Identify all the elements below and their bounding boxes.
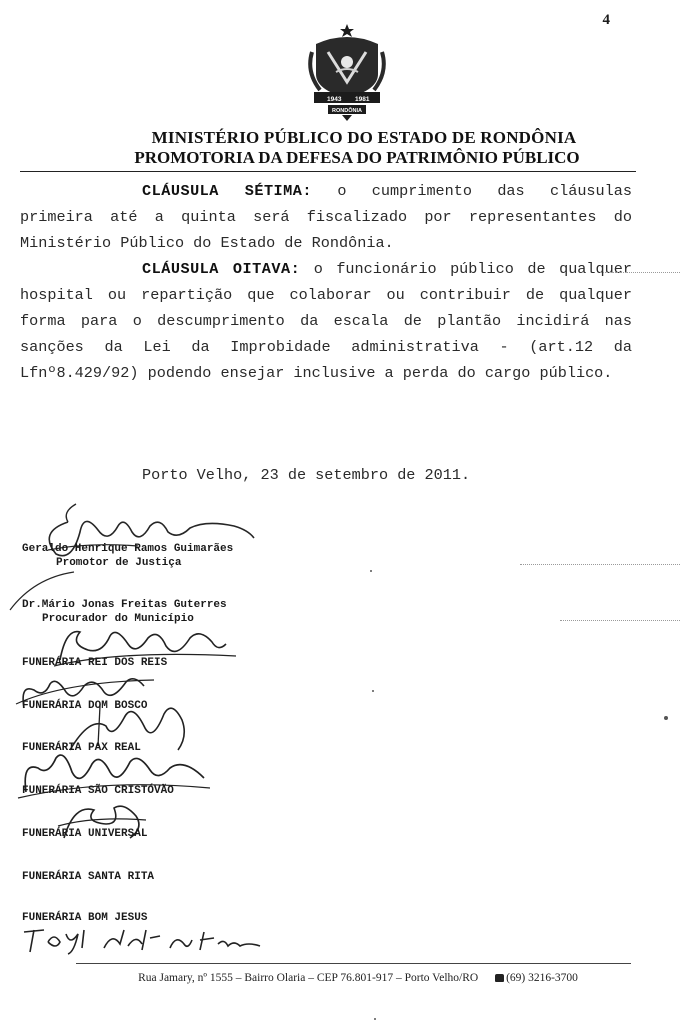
header-divider [20, 171, 636, 172]
clause-eighth-title: CLÁUSULA OITAVA: [142, 260, 301, 278]
funeraria-santa-rita: FUNERÁRIA SANTA RITA [22, 871, 155, 883]
promotor-role: Promotor de Justiça [56, 557, 182, 569]
scan-speck [374, 1018, 376, 1020]
funeraria-dom-bosco: FUNERÁRIA DOM BOSCO [22, 700, 148, 712]
footer [0, 972, 692, 984]
promotor-name: Geraldo Henrique Ramos Guimarães [22, 543, 234, 555]
footer-address: Rua Jamary, nº 1555 – Bairro Olaria – CEP 76.801-917 – Porto Velho/RO [138, 972, 479, 984]
scan-speck [370, 570, 372, 572]
footer-phone: (69) 3216-3700 [506, 972, 578, 984]
funeraria-sao-cristovao: FUNERÁRIA SÃO CRISTÓVÃO [22, 785, 174, 797]
crest-year-right: 1981 [355, 96, 370, 103]
scan-speck [372, 690, 374, 692]
page-number: 4 [602, 12, 610, 28]
procurador-name: Dr.Mário Jonas Freitas Guterres [22, 599, 227, 611]
footer-divider [76, 963, 631, 964]
funeraria-rei-dos-reis: FUNERÁRIA REI DOS REIS [22, 657, 168, 669]
scan-artifact [560, 620, 680, 621]
funeraria-bom-jesus: FUNERÁRIA BOM JESUS [22, 912, 148, 924]
crest-name: RONDÔNIA [332, 108, 362, 114]
clause-seventh [20, 178, 632, 256]
scan-artifact [520, 564, 680, 565]
document-body [20, 178, 632, 386]
telephone-icon [495, 974, 504, 982]
clause-eighth [20, 256, 632, 386]
scan-artifact [600, 272, 680, 273]
clause-seventh-title: CLÁUSULA SÉTIMA: [142, 182, 313, 200]
clause-eighth-text: o funcionário público de qualquer hospital ou repartição que colaborar ou contribuir de qualquer forma para o descumprimento da escala de plantão incidirá nas sanções da Lei da Improbidade administrativa - (art.12 da Lfnº8.429/92) podendo ensejar inclusive a perda do cargo público. [20, 260, 632, 382]
funeraria-universal: FUNERÁRIA UNIVERSAL [22, 828, 148, 840]
funeraria-pax-real: FUNERÁRIA PAX REAL [22, 742, 141, 754]
bom-jesus-signature [20, 920, 280, 956]
letterhead-line-2: PROMOTORIA DA DEFESA DO PATRIMÔNIO PÚBLICO [134, 148, 580, 167]
date-line: Porto Velho, 23 de setembro de 2011. [142, 466, 471, 484]
letterhead-line-1: MINISTÉRIO PÚBLICO DO ESTADO DE RONDÔNIA [151, 128, 577, 147]
procurador-role: Procurador do Município [42, 613, 194, 625]
letterhead [0, 128, 692, 168]
rondonia-crest-emblem [306, 22, 388, 122]
scan-speck [664, 716, 668, 720]
clause-seventh-text: o cumprimento das cláusulas primeira até a quinta será fiscalizado por representantes do Ministério Público do Estado de Rondônia. [20, 182, 632, 252]
crest-year-left: 1943 [327, 96, 342, 103]
